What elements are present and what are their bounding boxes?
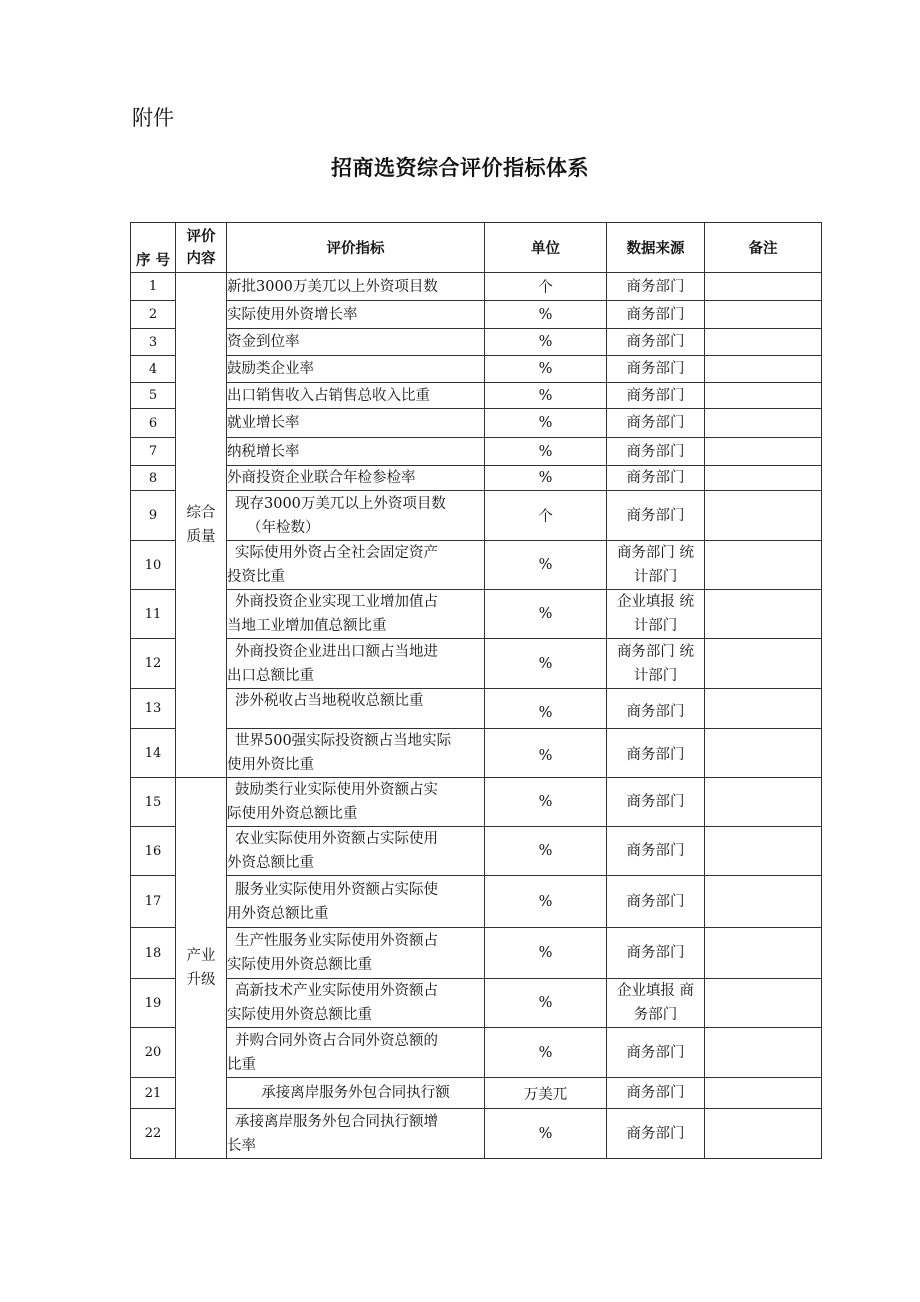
row-source-line1: 商务部门 统: [616, 643, 695, 660]
row-indicator-line1: 实际使用外资占全社会固定资产: [235, 545, 438, 561]
row-source: 商务部门: [607, 438, 705, 466]
row-source: 商务部门: [607, 876, 705, 928]
row-indicator-line2: 投资比重: [227, 569, 285, 585]
row-seq: 2: [131, 301, 176, 329]
table-row: [131, 639, 822, 689]
row-indicator: [227, 778, 485, 827]
row-source: 商务部门: [607, 329, 705, 356]
row-indicator: 就业增长率: [227, 409, 485, 438]
row-source: 商务部门: [607, 928, 705, 979]
row-unit: %: [485, 1109, 607, 1159]
row-note: [705, 639, 822, 689]
row-indicator-line1: 世界500强实际投资额占当地实际: [235, 733, 452, 749]
row-indicator-line1: 服务业实际使用外资额占实际使: [235, 881, 438, 898]
column-header-category-line1: 评价: [186, 228, 216, 245]
row-source: 商务部门: [607, 729, 705, 778]
header-row: [131, 223, 822, 273]
table-row: [131, 1078, 822, 1109]
row-unit: %: [485, 729, 607, 778]
row-indicator: 外商投资企业联合年检参检率: [227, 466, 485, 491]
row-source-line2: 计部门: [633, 667, 678, 684]
row-seq: 10: [131, 541, 176, 590]
row-note: [705, 466, 822, 491]
row-note: [705, 329, 822, 356]
row-note: [705, 1078, 822, 1109]
row-source: 商务部门: [607, 409, 705, 438]
row-indicator: 实际使用外资增长率: [227, 301, 485, 329]
row-note: [705, 438, 822, 466]
table-row: [131, 301, 822, 329]
row-source: [607, 590, 705, 639]
row-unit: %: [485, 466, 607, 491]
row-note: [705, 301, 822, 329]
category-upgrade-line2: 升级: [186, 972, 216, 988]
row-note: [705, 590, 822, 639]
table-row: [131, 356, 822, 383]
table-row: [131, 273, 822, 301]
row-note: [705, 273, 822, 301]
row-note: [705, 729, 822, 778]
row-seq: 4: [131, 356, 176, 383]
row-source: [607, 639, 705, 689]
row-source-line1: 商务部门 统: [616, 545, 695, 561]
category-cell-upgrade: [176, 778, 227, 1159]
row-source: 商务部门: [607, 689, 705, 729]
row-note: [705, 1109, 822, 1159]
row-unit: %: [485, 409, 607, 438]
row-seq: 19: [131, 979, 176, 1028]
row-seq: 12: [131, 639, 176, 689]
row-source: [607, 979, 705, 1028]
category-cell-quality: [176, 273, 227, 778]
row-note: [705, 409, 822, 438]
row-indicator-line2: 使用外资比重: [227, 757, 314, 773]
row-seq: 21: [131, 1078, 176, 1109]
row-indicator-line2: 际使用外资总额比重: [227, 806, 358, 822]
row-indicator-line2: 实际使用外资总额比重: [227, 1007, 372, 1023]
row-seq: 3: [131, 329, 176, 356]
row-unit: %: [485, 541, 607, 590]
row-source: 商务部门: [607, 1028, 705, 1078]
row-unit: %: [485, 329, 607, 356]
row-source: 商务部门: [607, 1078, 705, 1109]
row-note: [705, 689, 822, 729]
row-seq: 8: [131, 466, 176, 491]
row-indicator: 出口销售收入占销售总收入比重: [227, 383, 485, 409]
table-row: [131, 928, 822, 979]
row-unit: %: [485, 301, 607, 329]
row-seq: 11: [131, 590, 176, 639]
column-header-seq: 序 号: [131, 223, 176, 273]
table-row: [131, 1109, 822, 1159]
row-unit: %: [485, 590, 607, 639]
row-seq: 6: [131, 409, 176, 438]
row-indicator: [227, 1028, 485, 1078]
row-note: [705, 876, 822, 928]
category-upgrade-line1: 产业: [186, 948, 216, 964]
column-header-category-line2: 内容: [186, 250, 216, 267]
row-unit: %: [485, 438, 607, 466]
row-source-line2: 计部门: [633, 569, 678, 585]
row-seq: 5: [131, 383, 176, 409]
row-unit: %: [485, 827, 607, 876]
row-source: [607, 541, 705, 590]
category-quality-line1: 综合: [186, 505, 216, 521]
row-indicator: 鼓励类企业率: [227, 356, 485, 383]
table-row: [131, 590, 822, 639]
row-source: 商务部门: [607, 466, 705, 491]
column-header-unit: 单位: [485, 223, 607, 273]
row-indicator: [227, 689, 485, 729]
row-indicator-line2: （年检数）: [247, 519, 320, 536]
row-seq: 17: [131, 876, 176, 928]
row-note: [705, 541, 822, 590]
row-source: 商务部门: [607, 383, 705, 409]
row-indicator-line1: 鼓励类行业实际使用外资额占实: [235, 782, 438, 798]
row-indicator: [227, 729, 485, 778]
row-indicator: [227, 590, 485, 639]
row-seq: 1: [131, 273, 176, 301]
row-indicator: [227, 541, 485, 590]
row-seq: 18: [131, 928, 176, 979]
table-row: [131, 329, 822, 356]
attachment-label: 附件: [132, 106, 174, 130]
row-source-line1: 企业填报 商: [616, 983, 695, 999]
row-unit: %: [485, 356, 607, 383]
table-row: [131, 383, 822, 409]
row-note: [705, 383, 822, 409]
table-row: [131, 491, 822, 541]
table-row: [131, 438, 822, 466]
row-indicator-line1: 农业实际使用外资额占实际使用: [235, 831, 438, 847]
row-indicator: 资金到位率: [227, 329, 485, 356]
row-indicator-line2: 比重: [227, 1056, 256, 1073]
table-row: [131, 778, 822, 827]
table-row: [131, 729, 822, 778]
row-source: 商务部门: [607, 827, 705, 876]
table-row: [131, 827, 822, 876]
row-note: [705, 979, 822, 1028]
category-quality-line2: 质量: [186, 529, 216, 545]
row-source-line2: 务部门: [633, 1007, 678, 1023]
row-source: 商务部门: [607, 491, 705, 541]
row-unit: 万美兀: [485, 1078, 607, 1109]
evaluation-index-table: [130, 222, 822, 1159]
table-row: [131, 979, 822, 1028]
row-unit: %: [485, 689, 607, 729]
table-row: [131, 876, 822, 928]
column-header-category: [176, 223, 227, 273]
row-indicator-line2: 外资总额比重: [227, 855, 314, 871]
row-seq: 15: [131, 778, 176, 827]
row-indicator-line2: 长率: [227, 1137, 256, 1154]
row-indicator: [227, 491, 485, 541]
row-note: [705, 356, 822, 383]
row-indicator-line1: 高新技术产业实际使用外资额占: [235, 983, 438, 999]
column-header-note: 备注: [705, 223, 822, 273]
table-row: [131, 689, 822, 729]
row-indicator: [227, 827, 485, 876]
row-indicator-line2: 用外资总额比重: [227, 905, 329, 922]
row-indicator-line1: 并购合同外资占合同外资总额的: [235, 1032, 438, 1049]
row-note: [705, 1028, 822, 1078]
row-source: 商务部门: [607, 356, 705, 383]
row-source: 商务部门: [607, 1109, 705, 1159]
row-indicator-line1: 外商投资企业进出口额占当地进: [235, 643, 438, 660]
row-indicator-line1: 外商投资企业实现工业增加值占: [235, 594, 438, 610]
row-source: 商务部门: [607, 778, 705, 827]
row-indicator-line1: 承接离岸服务外包合同执行额增: [235, 1113, 438, 1130]
row-seq: 7: [131, 438, 176, 466]
table-row: [131, 466, 822, 491]
row-indicator-line2: 当地工业增加值总额比重: [227, 618, 387, 634]
row-unit: %: [485, 383, 607, 409]
row-unit: %: [485, 778, 607, 827]
row-indicator-line2: 出口总额比重: [227, 667, 314, 684]
row-indicator: [227, 639, 485, 689]
row-indicator-text: 涉外税收占当地税收总额比重: [235, 693, 424, 709]
row-source-line2: 计部门: [633, 618, 678, 634]
table-row: [131, 1028, 822, 1078]
row-unit: %: [485, 979, 607, 1028]
row-source: 商务部门: [607, 273, 705, 301]
row-seq: 22: [131, 1109, 176, 1159]
row-unit: %: [485, 928, 607, 979]
row-unit: %: [485, 639, 607, 689]
row-indicator: [227, 979, 485, 1028]
column-header-source: 数据来源: [607, 223, 705, 273]
row-seq: 13: [131, 689, 176, 729]
document-title: 招商选资综合评价指标体系: [331, 156, 589, 180]
row-indicator: [227, 1109, 485, 1159]
row-seq: 14: [131, 729, 176, 778]
row-note: [705, 778, 822, 827]
row-indicator-line2: 实际使用外资总额比重: [227, 957, 372, 973]
table-row: [131, 541, 822, 590]
row-seq: 20: [131, 1028, 176, 1078]
table-row: [131, 409, 822, 438]
column-header-indicator: 评价指标: [227, 223, 485, 273]
row-indicator: [227, 876, 485, 928]
row-indicator: 纳税增长率: [227, 438, 485, 466]
row-source-line1: 企业填报 统: [616, 594, 695, 610]
row-unit: 个: [485, 491, 607, 541]
row-unit: %: [485, 876, 607, 928]
row-note: [705, 491, 822, 541]
row-indicator-line1: 现存3000万美兀以上外资项目数: [235, 495, 446, 512]
row-seq: 9: [131, 491, 176, 541]
row-note: [705, 928, 822, 979]
row-source: 商务部门: [607, 301, 705, 329]
row-indicator: 承接离岸服务外包合同执行额: [227, 1078, 485, 1109]
row-indicator: 新批3000万美兀以上外资项目数: [227, 273, 485, 301]
row-indicator: [227, 928, 485, 979]
row-note: [705, 827, 822, 876]
row-seq: 16: [131, 827, 176, 876]
row-unit: 个: [485, 273, 607, 301]
row-unit: %: [485, 1028, 607, 1078]
row-indicator-line1: 生产性服务业实际使用外资额占: [235, 933, 438, 949]
